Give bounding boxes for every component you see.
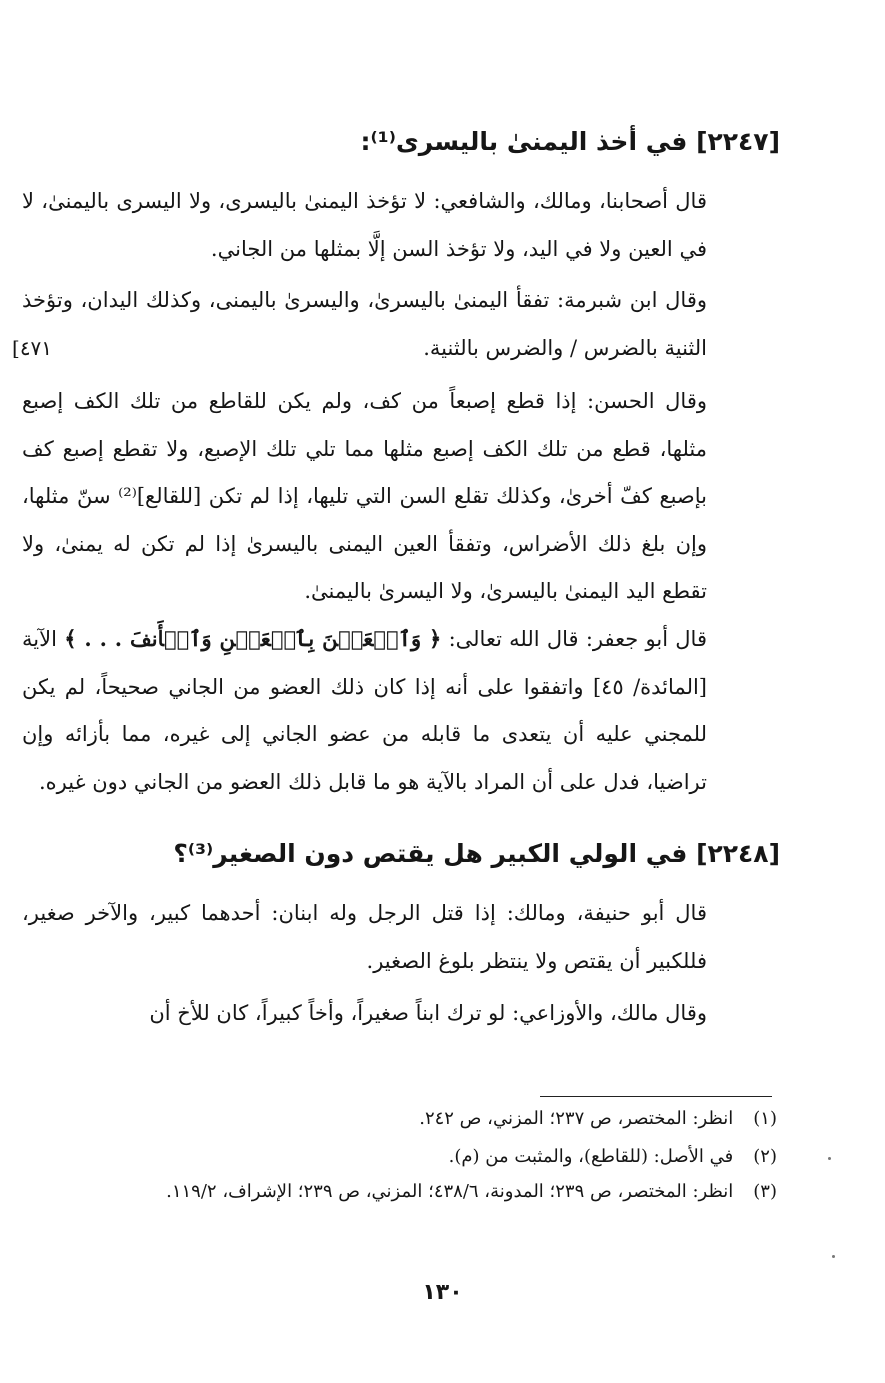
quran-verse: ﴿ وَٱلۡعَيۡنَ بِٱلۡعَيۡنِ وَٱلۡأَنفَ . . . ﴾ (64, 626, 442, 651)
scan-speck (832, 1255, 835, 1258)
footnote-text: انظر: المختصر، ص ٢٣٧؛ المزني، ص ٢٤٢. (419, 1108, 734, 1129)
manuscript-folio-ref: [٤٧١ (12, 336, 53, 360)
abu-jafar-rest: الآية [المائدة/ ٤٥] واتفقوا على أنه إذا كان ذلك العضو من الجاني صحيحاً، لم يكن للمجني عليه أن يتعدى ما قابله من عضو الجاني إلى غيره، مما بأزائه وإن تراضيا، فدل على أن المراد بالآية هو ما قابل ذلك العضو من الجاني دون غيره. (22, 627, 707, 794)
abu-jafar-intro: قال أبو جعفر: قال الله تعالى: (448, 627, 707, 651)
footnote-number: (١) (753, 1108, 777, 1129)
section-heading-2248: [٢٢٤٨] في الولي الكبير هل يقتص دون الصغير⁽³⁾؟ (173, 839, 780, 868)
footnote-number: (٣) (753, 1181, 777, 1202)
page-number: ١٣٠ (422, 1280, 463, 1305)
paragraph-malik-awzai: وقال مالك، والأوزاعي: لو ترك ابناً صغيراً، وأخاً كبيراً، كان للأخ أن (149, 1001, 707, 1025)
scan-speck (828, 1157, 831, 1160)
footnote-text: في الأصل: (للقاطع)، والمثبت من (م). (448, 1146, 734, 1167)
paragraph-ibn-shubruma: وقال ابن شبرمة: تفقأ اليمنىٰ باليسرىٰ، واليسرىٰ باليمنى، وكذلك اليدان، وتؤخذ الثنية بالضرس / والضرس بالثنية. (22, 288, 707, 360)
paragraph-ashabuna: قال أصحابنا، ومالك، والشافعي: لا تؤخذ اليمنىٰ باليسرى، ولا اليسرى باليمنىٰ، لا في العين ولا في اليد، ولا تؤخذ السن إلَّا بمثلها من الجاني. (22, 189, 707, 261)
footnote-1 (22, 1103, 777, 1134)
footnote-2 (22, 1141, 777, 1172)
section-heading-2247: [٢٢٤٧] في أخذ اليمنىٰ باليسرى⁽¹⁾: (360, 127, 780, 156)
paragraph-abu-hanifa: قال أبو حنيفة، ومالك: إذا قتل الرجل وله ابنان: أحدهما كبير، والآخر صغير، فللكبير أن يقتص ولا ينتظر بلوغ الصغير. (22, 901, 707, 973)
paragraph-al-hasan: وقال الحسن: إذا قطع إصبعاً من كف، ولم يكن للقاطع من تلك الكف إصبع مثلها، قطع من تلك الكف إصبع مثلها مما تلي تلك الإصبع، ولا تقطع إصبع كف بإصبع كفّ أخرىٰ، وكذلك تقلع السن التي تليها، إذا لم تكن [للقالع]⁽²⁾ سنّ مثلها، وإن بلغ ذلك الأضراس، وتفقأ العين اليمنى باليسرىٰ إذا لم تكن له يمنىٰ، ولا تقطع اليد اليمنىٰ باليسرىٰ، ولا اليسرىٰ باليمنىٰ. (22, 389, 707, 603)
footnote-separator (540, 1096, 772, 1097)
footnote-3 (22, 1176, 777, 1207)
paragraph-abu-jafar (22, 615, 777, 806)
footnote-number: (٢) (753, 1146, 777, 1167)
footnote-text: انظر: المختصر، ص ٢٣٩؛ المدونة، ٤٣٨/٦؛ المزني، ص ٢٣٩؛ الإشراف، ١١٩/٢. (166, 1181, 734, 1202)
